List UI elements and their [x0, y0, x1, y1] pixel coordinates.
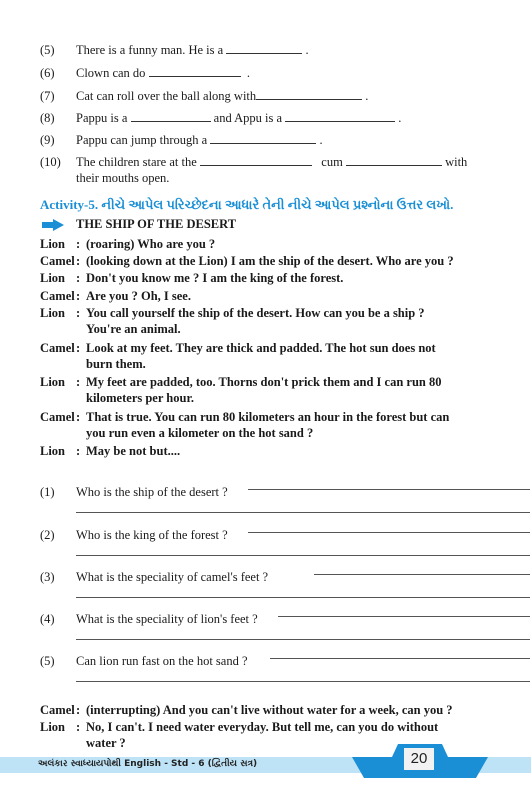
item-text: There is a funny man. He is a — [76, 43, 224, 57]
speaker: Camel — [40, 341, 75, 355]
item-number: (7) — [40, 89, 55, 103]
answer-line[interactable] — [248, 489, 530, 490]
item-text: Clown can do — [76, 66, 146, 80]
speaker: Lion — [40, 444, 66, 458]
question-text: Who is the ship of the desert ? — [76, 485, 228, 499]
item-number: (9) — [40, 133, 55, 147]
item-text: . — [398, 111, 402, 125]
speaker: Lion — [40, 271, 66, 285]
answer-blank[interactable] — [131, 110, 211, 122]
item-number: (10) — [40, 155, 61, 169]
arrow-right-icon — [42, 219, 64, 231]
item-text: The children stare at the — [76, 155, 197, 169]
speech: (interrupting) And you can't live without water for a week, can you ? — [86, 703, 453, 717]
activity-heading: Activity-5. નીચે આપેલ પરિચ્છેદના આધારે તેની નીચે આપેલ પ્રશ્નોના ઉત્તર લખો. — [40, 197, 454, 212]
speaker: Camel — [40, 289, 75, 303]
item-number: (8) — [40, 111, 55, 125]
question-text: Who is the king of the forest ? — [76, 528, 228, 542]
question-text: Can lion run fast on the hot sand ? — [76, 654, 248, 668]
item-text: their mouths open. — [76, 171, 170, 185]
page-number: 20 — [404, 748, 434, 770]
answer-line[interactable] — [76, 555, 530, 556]
question-number: (1) — [40, 485, 55, 499]
answer-line[interactable] — [76, 597, 530, 598]
question-number: (2) — [40, 528, 55, 542]
answer-line[interactable] — [76, 681, 530, 682]
item-text: . — [246, 66, 250, 80]
speech: That is true. You can run 80 kilometers an hour in the forest but can — [86, 410, 450, 424]
speech: Don't you know me ? I am the king of the forest. — [86, 271, 344, 285]
speech: Are you ? Oh, I see. — [86, 289, 191, 303]
item-text: Cat can roll over the ball along with — [76, 89, 257, 103]
item-text: and Appu is a — [213, 111, 283, 125]
speech: you run even a kilometer on the hot sand ? — [86, 426, 314, 440]
speaker: Camel — [40, 703, 75, 717]
item-text: with — [445, 155, 468, 169]
speaker: Lion — [40, 375, 66, 389]
answer-blank[interactable] — [256, 88, 362, 100]
speech: (looking down at the Lion) I am the ship of the desert. Who are you ? — [86, 254, 454, 268]
workbook-page: (5) There is a funny man. He is a . (6) Clown can do . (7) Cat can roll over the ball along with . (8) Pappu is a and Appu is a . (9) Pappu can jump through a . (10) The children stare at the cum with their mouths open. Activity-5. નીચે આપેલ પરિચ્છેદના આધારે તેની નીચે આપેલ પ્રશ્નોના ઉત્તર લખો. THE SHIP OF THE DESERT Lion : (roaring) Who are you ? Camel : (looking down at the Lion) I am the ship of the desert. Who are you ? Lion : Don't you know me ? I am the king of the forest. Camel : Are you ? Oh, I see. Lion : You call yourself the ship of the desert. How can you be a ship ? You're an animal. Camel : Look at my feet. They are thick and padded. The hot sun does not burn them. Lion : My feet are padded, too. Thorns don't prick them and I can run 80 kilometers per hour. Camel : That is true. You can run 80 kilometers an hour in the forest but can you run even a kilometer on the hot sand ? Lion : May be not but.... (1) Who is the ship of the desert ? (2) Who is the king of the forest ? (3) What is the speciality of camel's feet ? (4) What is the speciality of lion's feet ? (5) Can lion run fast on the hot sand ? Camel : (interrupting) And you can't live without water for a week, can you ? Lion : No, I can't. I need water everyday. But tell me, can you do without water ? અલંકાર સ્વાધ્યાયપોથી English - Std - 6 (દ્વિતીય સત્ર) 20 — [0, 0, 531, 795]
speech: You call yourself the ship of the desert. How can you be a ship ? — [86, 306, 425, 320]
item-text: . — [365, 89, 369, 103]
item-text: . — [319, 133, 323, 147]
answer-line[interactable] — [278, 616, 530, 617]
question-text: What is the speciality of lion's feet ? — [76, 612, 258, 626]
speech: You're an animal. — [86, 322, 181, 336]
speech: My feet are padded, too. Thorns don't prick them and I can run 80 — [86, 375, 442, 389]
item-text: cum — [321, 155, 343, 169]
speaker: Lion — [40, 306, 66, 320]
answer-blank[interactable] — [346, 154, 442, 166]
answer-line[interactable] — [76, 512, 530, 513]
speech: (roaring) Who are you ? — [86, 237, 216, 251]
item-number: (5) — [40, 43, 55, 57]
speaker: Camel — [40, 410, 75, 424]
speech: burn them. — [86, 357, 146, 371]
answer-blank[interactable] — [285, 110, 395, 122]
item-text: . — [305, 43, 309, 57]
speaker: Lion — [40, 720, 66, 734]
answer-line[interactable] — [248, 532, 530, 533]
footer-book-title: અલંકાર સ્વાધ્યાયપોથી English - Std - 6 (દ્વિતીય સત્ર) — [38, 759, 258, 769]
item-number: (6) — [40, 66, 55, 80]
question-text: What is the speciality of camel's feet ? — [76, 570, 269, 584]
answer-line[interactable] — [314, 574, 530, 575]
item-text: Pappu is a — [76, 111, 128, 125]
speaker: Camel — [40, 254, 75, 268]
speech: water ? — [86, 736, 126, 750]
speech: No, I can't. I need water everyday. But tell me, can you do without — [86, 720, 439, 734]
item-text: Pappu can jump through a — [76, 133, 208, 147]
question-number: (3) — [40, 570, 55, 584]
passage-title: THE SHIP OF THE DESERT — [76, 217, 237, 231]
answer-blank[interactable] — [210, 132, 316, 144]
speaker: Lion — [40, 237, 66, 251]
answer-blank[interactable] — [149, 65, 241, 77]
question-number: (4) — [40, 612, 55, 626]
speech: Look at my feet. They are thick and padded. The hot sun does not — [86, 341, 436, 355]
answer-line[interactable] — [76, 639, 530, 640]
speech: May be not but.... — [86, 444, 181, 458]
answer-line[interactable] — [270, 658, 530, 659]
answer-blank[interactable] — [200, 154, 312, 166]
question-number: (5) — [40, 654, 55, 668]
answer-blank[interactable] — [226, 42, 302, 54]
speech: kilometers per hour. — [86, 391, 194, 405]
